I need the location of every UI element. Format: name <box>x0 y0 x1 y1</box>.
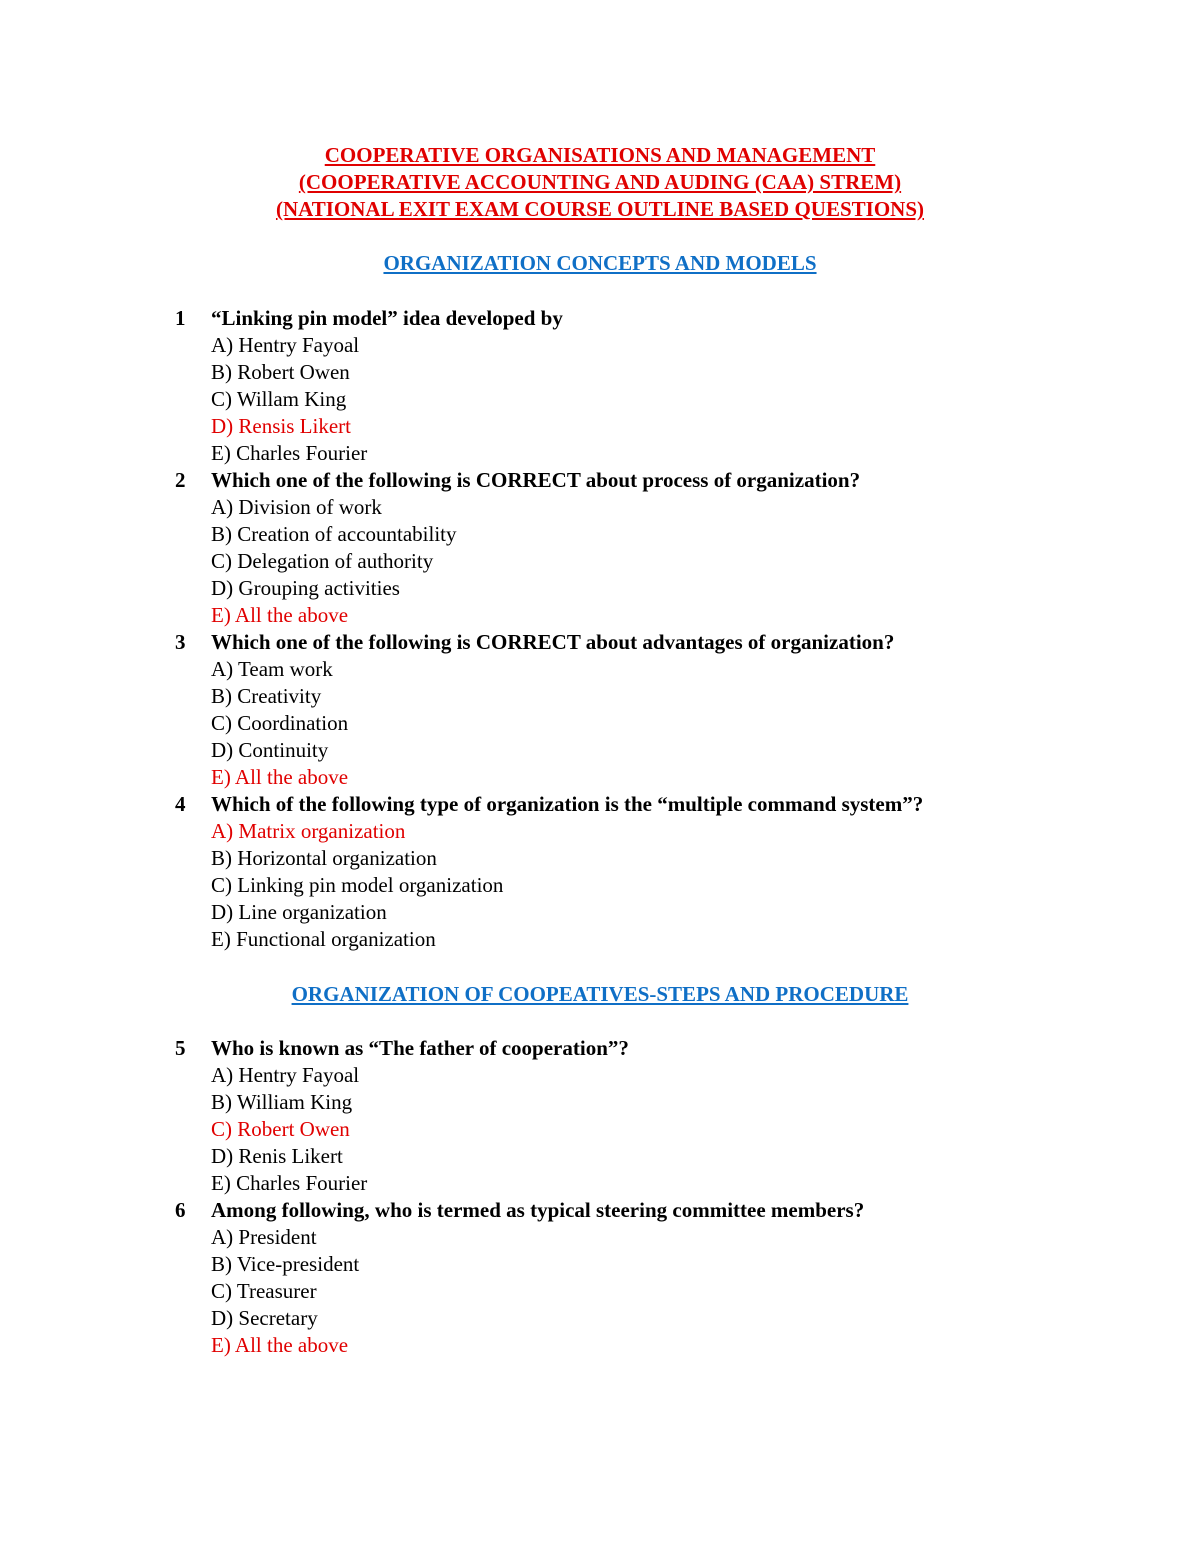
question <box>175 305 1075 332</box>
answer-option: B) Vice-president <box>211 1252 360 1276</box>
answer-option: E) Charles Fourier <box>211 1171 368 1195</box>
question <box>175 791 1075 818</box>
question <box>175 1197 1075 1224</box>
answer-option: A) Hentry Fayoal <box>211 333 360 357</box>
question-number: 1 <box>175 306 186 330</box>
title-line-3: (NATIONAL EXIT EXAM COURSE OUTLINE BASED QUESTIONS) <box>275 197 925 221</box>
answer-option: B) William King <box>211 1090 353 1114</box>
answer-option: C) Treasurer <box>211 1279 317 1303</box>
answer-option: C) Delegation of authority <box>211 549 434 573</box>
answer-option: D) Grouping activities <box>211 576 400 600</box>
answer-option: B) Robert Owen <box>211 360 350 384</box>
question <box>175 467 1075 494</box>
answer-option: A) Hentry Fayoal <box>211 1063 360 1087</box>
question-text: Which one of the following is CORRECT about advantages of organization? <box>211 630 895 654</box>
title-line-2: (COOPERATIVE ACCOUNTING AND AUDING (CAA) STREM) <box>298 170 902 194</box>
title-line-1: COOPERATIVE ORGANISATIONS AND MANAGEMENT <box>324 143 876 167</box>
question-number: 6 <box>175 1198 186 1222</box>
answer-option: C) Linking pin model organization <box>211 873 504 897</box>
answer-option: D) Secretary <box>211 1306 318 1330</box>
question-text: Among following, who is termed as typical steering committee members? <box>211 1198 865 1222</box>
answer-option: A) President <box>211 1225 317 1249</box>
section-heading: ORGANIZATION CONCEPTS AND MODELS <box>383 251 817 275</box>
answer-option: C) Willam King <box>211 387 347 411</box>
answer-option: E) Charles Fourier <box>211 441 368 465</box>
answer-option: B) Creation of accountability <box>211 522 457 546</box>
section-heading: ORGANIZATION OF COOPEATIVES-STEPS AND PROCEDURE <box>291 982 909 1006</box>
question <box>175 1035 1075 1062</box>
question-text: “Linking pin model” idea developed by <box>211 306 563 330</box>
question-number: 5 <box>175 1036 186 1060</box>
question-number: 3 <box>175 630 186 654</box>
answer-option: B) Creativity <box>211 684 322 708</box>
question <box>175 629 1075 656</box>
answer-option: C) Coordination <box>211 711 349 735</box>
question-text: Which of the following type of organization is the “multiple command system”? <box>211 792 924 816</box>
answer-option: A) Division of work <box>211 495 382 519</box>
correct-answer-option: E) All the above <box>211 603 349 627</box>
correct-answer-option: E) All the above <box>211 765 349 789</box>
question-list <box>175 305 1075 953</box>
correct-answer-option: D) Rensis Likert <box>211 414 351 438</box>
question-list <box>175 1035 1075 1359</box>
answer-option: D) Line organization <box>211 900 387 924</box>
question-text: Who is known as “The father of cooperation”? <box>211 1036 629 1060</box>
answer-option: D) Renis Likert <box>211 1144 343 1168</box>
correct-answer-option: E) All the above <box>211 1333 349 1357</box>
question-number: 2 <box>175 468 186 492</box>
answer-option: B) Horizontal organization <box>211 846 437 870</box>
document-title <box>0 142 1200 223</box>
answer-option: E) Functional organization <box>211 927 436 951</box>
question-number: 4 <box>175 792 186 816</box>
answer-option: A) Team work <box>211 657 333 681</box>
correct-answer-option: C) Robert Owen <box>211 1117 350 1141</box>
question-text: Which one of the following is CORRECT about process of organization? <box>211 468 861 492</box>
correct-answer-option: A) Matrix organization <box>211 819 406 843</box>
answer-option: D) Continuity <box>211 738 329 762</box>
